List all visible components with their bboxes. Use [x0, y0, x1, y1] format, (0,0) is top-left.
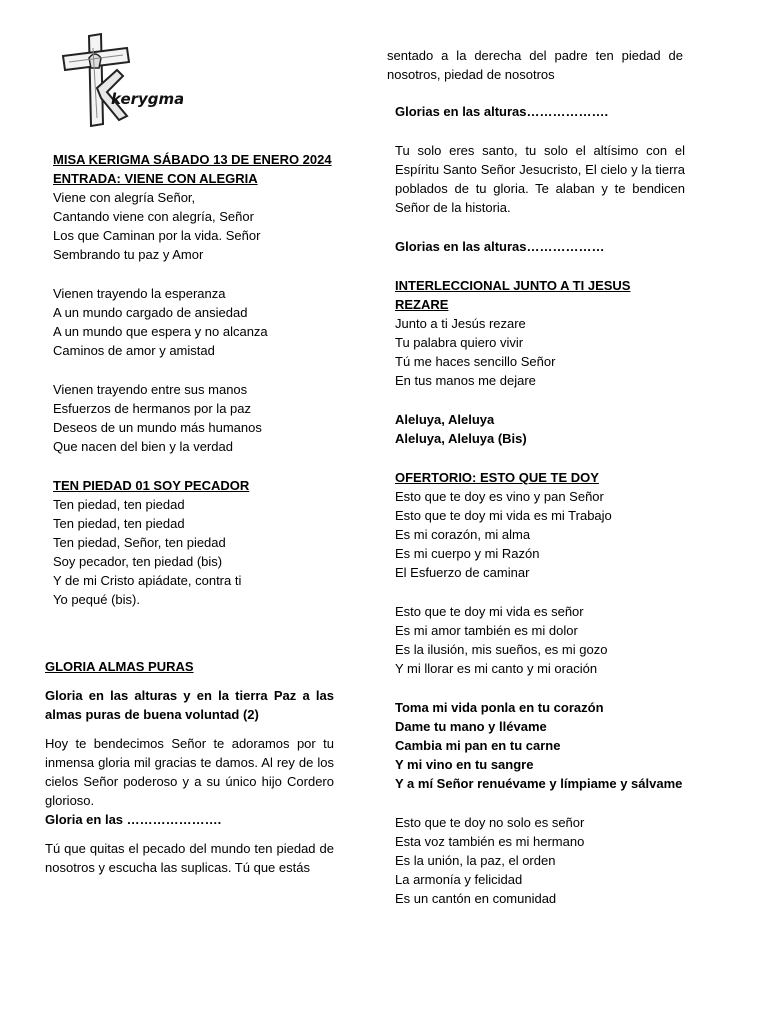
entrada-stanza-3	[53, 380, 343, 456]
mass-title: MISA KERIGMA SÁBADO 13 DE ENERO 2024	[53, 152, 332, 167]
lyric-line: Sembrando tu paz y Amor	[53, 247, 204, 262]
left-column-upper	[53, 150, 343, 609]
logo-wordmark: kerygma	[111, 90, 183, 108]
lyric-line: Es la ilusión, mis sueños, es mi gozo	[395, 642, 608, 657]
lyric-line: Es mi amor también es mi dolor	[395, 623, 578, 638]
lyric-line: Ten piedad, ten piedad	[53, 497, 185, 512]
gloria-refrain-2: Glorias en las alturas………………	[395, 239, 605, 254]
lyric-line: Tú me haces sencillo Señor	[395, 354, 556, 369]
lyric-line: Tu palabra quiero vivir	[395, 335, 524, 350]
aleluya-line: Aleluya, Aleluya (Bis)	[395, 431, 527, 446]
lyric-line: Esfuerzos de hermanos por la paz	[53, 401, 251, 416]
lyric-line: Esto que te doy no solo es señor	[395, 815, 585, 830]
entrada-stanza-1	[53, 188, 343, 264]
left-column-lower	[45, 657, 334, 877]
gloria-refrain-1: Glorias en las alturas……………….	[395, 104, 609, 119]
right-column-body	[395, 102, 685, 908]
ofertorio-chorus-line: Cambia mi pan en tu carne	[395, 738, 561, 753]
gloria-paragraph-1: Hoy te bendecimos Señor te adoramos por tu inmensa gloria mil gracias te damos. Al rey de los cielos Señor poderoso y a su único hijo Cordero glorioso.	[45, 736, 334, 808]
lyric-line: En tus manos me dejare	[395, 373, 536, 388]
piedad-heading: TEN PIEDAD 01 SOY PECADOR	[53, 478, 250, 493]
lyric-line: Viene con alegría Señor,	[53, 190, 196, 205]
entrada-stanza-2	[53, 284, 343, 360]
lyric-line: La armonía y felicidad	[395, 872, 523, 887]
lyric-line: A un mundo cargado de ansiedad	[53, 305, 248, 320]
lyric-line: Y mi llorar es mi canto y mi oración	[395, 661, 598, 676]
lyric-line: Esto que te doy mi vida es mi Trabajo	[395, 508, 612, 523]
lyric-line: Y de mi Cristo apiádate, contra ti	[53, 573, 242, 588]
gloria-heading: GLORIA ALMAS PURAS	[45, 659, 194, 674]
lyric-line: Deseos de un mundo más humanos	[53, 420, 262, 435]
gloria-chorus: Gloria en las alturas y en la tierra Paz a las almas puras de buena voluntad (2)	[45, 688, 334, 722]
gloria-continuation: sentado a la derecha del padre ten piedad de nosotros, piedad de nosotros	[387, 48, 683, 82]
lyric-line: Junto a ti Jesús rezare	[395, 316, 526, 331]
lyric-line: Vienen trayendo entre sus manos	[53, 382, 248, 397]
ofertorio-chorus-line: Dame tu mano y llévame	[395, 719, 547, 734]
ofertorio-heading: OFERTORIO: ESTO QUE TE DOY	[395, 470, 599, 485]
cross-logo-icon	[53, 28, 183, 140]
entrada-heading: ENTRADA: VIENE CON ALEGRIA	[53, 171, 258, 186]
lyric-line: Ten piedad, Señor, ten piedad	[53, 535, 226, 550]
lyric-line: Caminos de amor y amistad	[53, 343, 215, 358]
lyric-line: Yo pequé (bis).	[53, 592, 140, 607]
lyric-line: Es mi corazón, mi alma	[395, 527, 531, 542]
aleluya-line: Aleluya, Aleluya	[395, 412, 495, 427]
ofertorio-chorus-line: Y a mí Señor renuévame y límpiame y sálvame	[395, 776, 683, 791]
ofertorio-chorus-line: Y mi vino en tu sangre	[395, 757, 534, 772]
gloria-refrain: Gloria en las ………………….	[45, 812, 222, 827]
lyric-line: Soy pecador, ten piedad (bis)	[53, 554, 223, 569]
ofertorio-chorus-line: Toma mi vida ponla en tu corazón	[395, 700, 604, 715]
lyric-line: Ten piedad, ten piedad	[53, 516, 185, 531]
lyric-line: Es mi cuerpo y mi Razón	[395, 546, 540, 561]
piedad-lines	[53, 495, 343, 609]
lyric-line: El Esfuerzo de caminar	[395, 565, 530, 580]
lyric-line: Cantando viene con alegría, Señor	[53, 209, 254, 224]
right-column-top	[387, 46, 683, 84]
kerygma-logo	[53, 28, 183, 140]
gloria-paragraph-2: Tú que quitas el pecado del mundo ten piedad de nosotros y escucha las suplicas. Tú que estás	[45, 841, 334, 875]
lyric-line: Esto que te doy mi vida es señor	[395, 604, 584, 619]
lyric-line: Es la unión, la paz, el orden	[395, 853, 556, 868]
lyric-line: Esta voz también es mi hermano	[395, 834, 585, 849]
gloria-paragraph-3: Tu solo eres santo, tu solo el altísimo con el Espíritu Santo Señor Jesucristo, El cielo y la tierra poblados de tu gloria. Te alaban y te bendicen Señor de la historia.	[395, 143, 685, 215]
lyric-line: Que nacen del bien y la verdad	[53, 439, 233, 454]
lyric-line: Esto que te doy es vino y pan Señor	[395, 489, 604, 504]
lyric-line: Es un cantón en comunidad	[395, 891, 557, 906]
lyric-line: A un mundo que espera y no alcanza	[53, 324, 268, 339]
interleccional-heading: INTERLECCIONAL JUNTO A TI JESUS REZARE	[395, 278, 631, 312]
lyric-line: Los que Caminan por la vida. Señor	[53, 228, 261, 243]
lyric-line: Vienen trayendo la esperanza	[53, 286, 226, 301]
